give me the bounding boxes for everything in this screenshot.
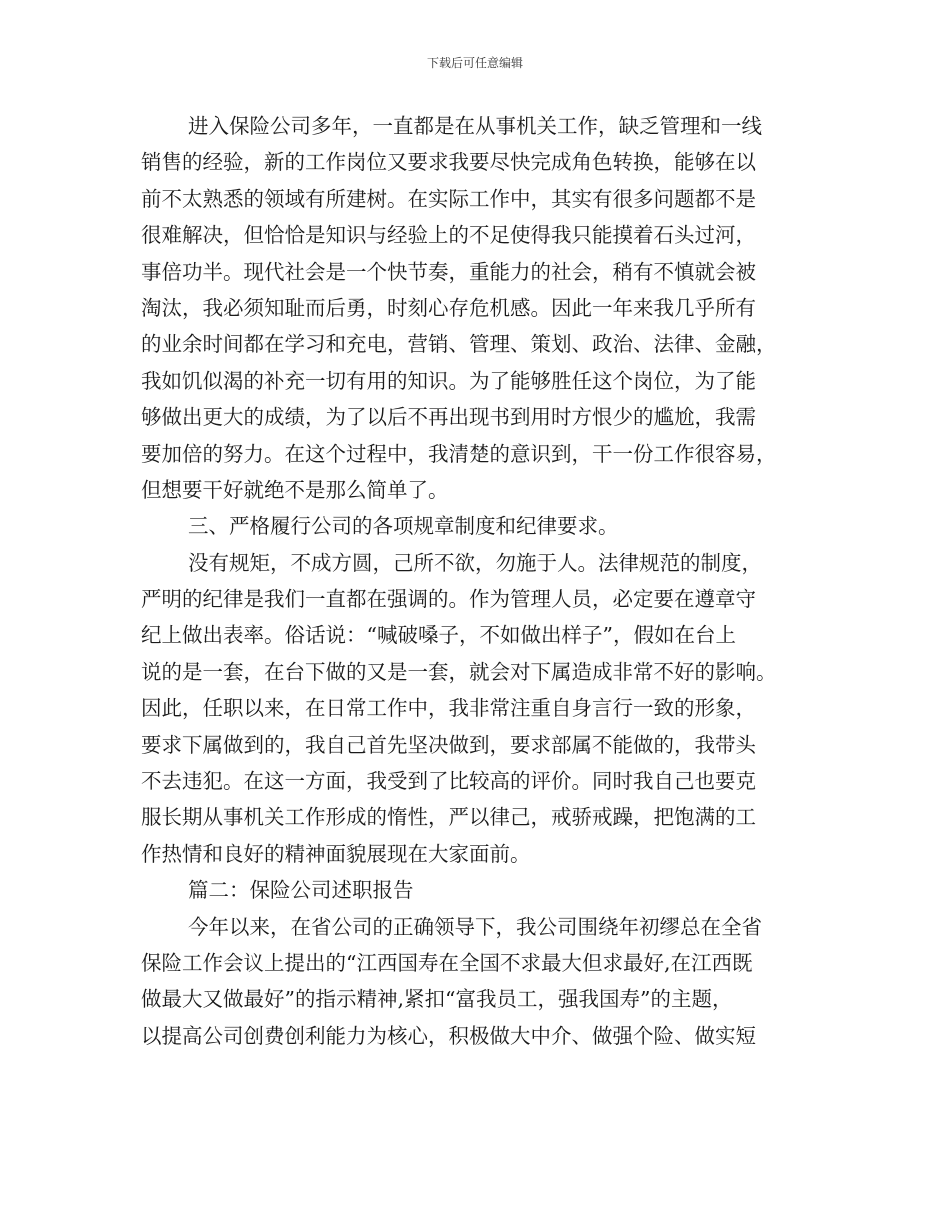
text-line: 前不太熟悉的领域有所建树。在实际工作中，其实有很多问题都不是	[141, 186, 756, 211]
text-line: 很难解决，但恰恰是知识与经验上的不足使得我只能摸着石头过河，	[141, 223, 756, 248]
text-line: 没有规矩，不成方圆，己所不欲，勿施于人。法律规范的制度，	[188, 550, 762, 575]
text-line: 不去违犯。在这一方面，我受到了比较高的评价。同时我自己也要克	[141, 769, 756, 794]
text-line: 因此，任职以来，在日常工作中，我非常注重自身言行一致的形象，	[141, 696, 756, 721]
text-line: 严明的纪律是我们一直都在强调的。作为管理人员，必定要在遵章守	[141, 587, 756, 612]
text-line: 保险工作会议上提出的“江西国寿在全国不求最大但求最好,在江西既	[141, 950, 753, 975]
text-line: 要求下属做到的，我自己首先坚决做到，要求部属不能做的，我带头	[141, 732, 756, 757]
text-line: 事倍功半。现代社会是一个快节奏，重能力的社会，稍有不慎就会被	[141, 259, 756, 284]
text-line: 销售的经验，新的工作岗位又要求我要尽快完成角色转换，能够在以	[141, 150, 756, 175]
text-line: 三、严格履行公司的各项规章制度和纪律要求。	[188, 514, 619, 539]
text-line: 淘汰，我必须知耻而后勇，时刻心存危机感。因此一年来我几乎所有	[141, 295, 756, 320]
text-line: 纪上做出表率。俗话说：“喊破嗓子，不如做出样子”，假如在台上	[141, 623, 736, 648]
text-line: 做最大又做最好”的指示精神,紧扣“富我员工，强我国寿”的主题，	[141, 987, 733, 1012]
text-line: 够做出更大的成绩，为了以后不再出现书到用时方恨少的尴尬，我需	[141, 405, 756, 430]
text-line: 要加倍的努力。在这个过程中，我清楚的意识到，干一份工作很容易，	[141, 441, 777, 466]
text-line: 今年以来，在省公司的正确领导下，我公司围绕年初缪总在全省	[188, 914, 762, 939]
text-line: 但想要干好就绝不是那么简单了。	[141, 477, 449, 502]
text-line: 我如饥似渴的补充一切有用的知识。为了能够胜任这个岗位，为了能	[141, 368, 756, 393]
text-line: 服长期从事机关工作形成的惰性，严以律己，戒骄戒躁，把饱满的工	[141, 805, 756, 830]
text-line: 进入保险公司多年，一直都是在从事机关工作，缺乏管理和一线	[188, 114, 762, 138]
text-line: 篇二：保险公司述职报告	[188, 878, 414, 903]
text-line: 说的是一套，在台下做的又是一套，就会对下属造成非常不好的影响。	[141, 659, 777, 684]
text-line: 作热情和良好的精神面貌展现在大家面前。	[141, 841, 531, 866]
text-line: 的业余时间都在学习和充电，营销、管理、策划、政治、法律、金融，	[141, 332, 777, 357]
text-line: 以提高公司创费创利能力为核心，积极做大中介、做强个险、做实短	[141, 1023, 756, 1048]
document-body	[141, 108, 806, 1054]
page-header: 下载后可任意编辑	[426, 56, 523, 70]
